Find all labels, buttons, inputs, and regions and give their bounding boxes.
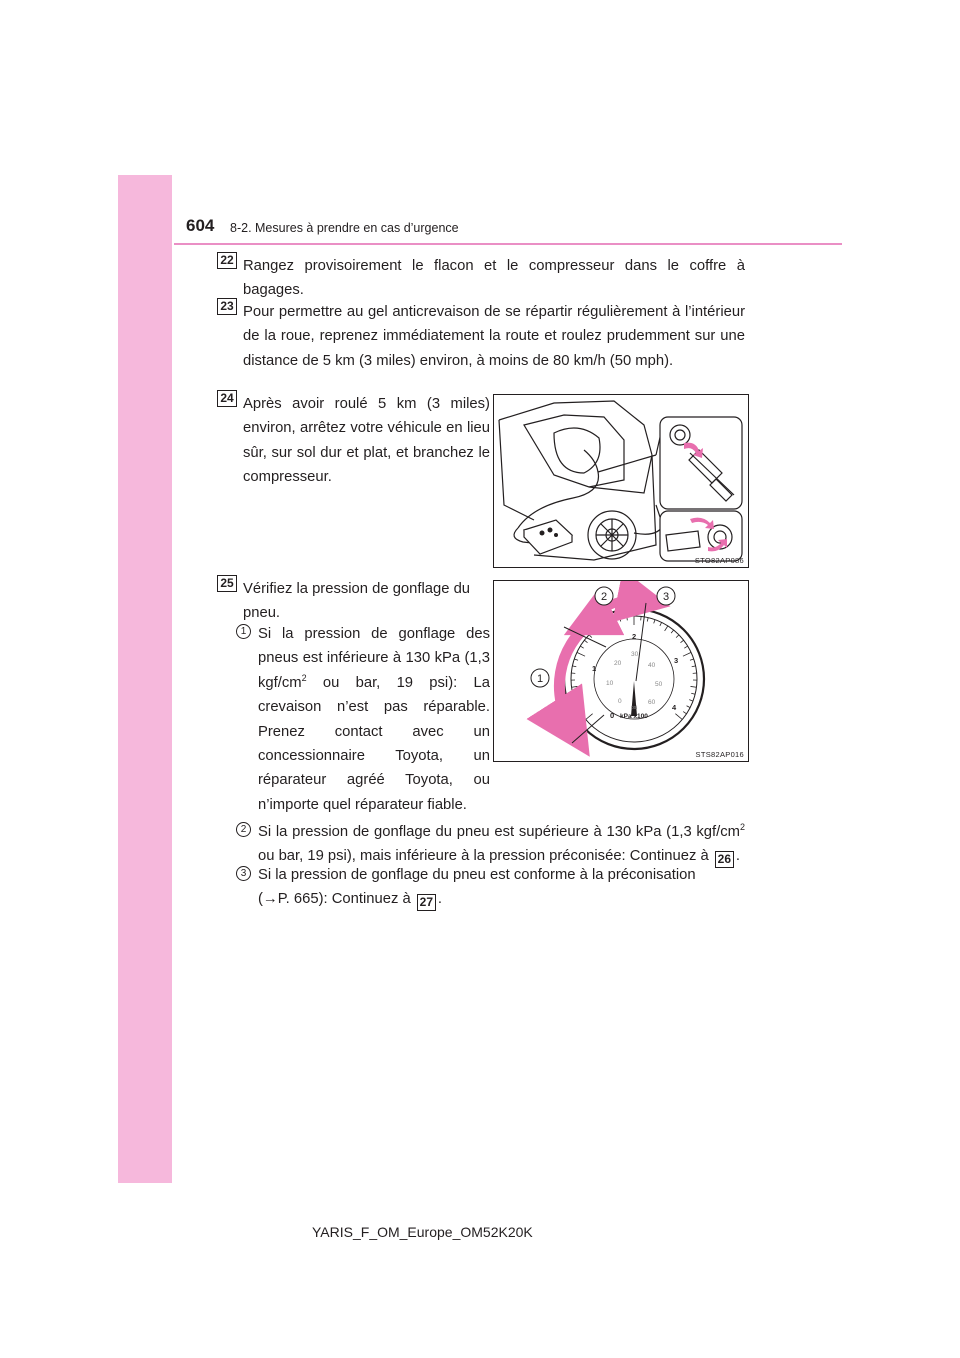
step-number-22: 22: [217, 252, 237, 269]
sub-item-number-3: 3: [236, 866, 251, 881]
sub-item-number-2: 2: [236, 822, 251, 837]
sub-item-1-text: Si la pression de gonflage des pneus est inférieure à 130 kPa (1,3 kgf/$cm^2$ ou bar, 19 psi): La crevaison n’est pas réparable. Prenez contact avec un concessionnaire Toyota, un réparateur agréé Toyota, ou n’importe quel réparateur fiable.: [258, 626, 490, 813]
car-compressor-illustration: [494, 395, 748, 567]
gauge-outer-label-4: 4: [672, 703, 677, 712]
gauge-inner-label-50: 50: [655, 681, 663, 688]
gauge-inner-label-40: 40: [648, 662, 656, 669]
gauge-unit: kPa x100: [620, 713, 648, 720]
step-number-24: 24: [217, 390, 237, 407]
step-number-25: 25: [217, 575, 237, 592]
callout-2: 2: [600, 591, 608, 603]
gauge-inner-label-20: 20: [614, 660, 622, 667]
step-24-text: Après avoir roulé 5 km (3 miles) environ, arrêtez votre véhicule en lieu sûr, sur sol dur et plat, et branchez le compresseur.: [243, 396, 490, 486]
page-number: 604: [186, 216, 215, 235]
step-25-text: Vérifiez la pression de gonflage du pneu.: [243, 581, 471, 622]
callout-1: 1: [536, 673, 544, 685]
gauge-inner-label-30: 30: [631, 651, 639, 658]
gauge-inner-label-10: 10: [606, 680, 614, 687]
pressure-gauge-illustration: [494, 581, 748, 761]
sub-item-2-text: Si la pression de gonflage du pneu est supérieure à 130 kPa (1,3 kgf/$cm^2$ ou bar, 19 psi), mais inférieure à la pression préconisée: Continuez à 26 .: [258, 822, 745, 867]
sub-item-3-text: Si la pression de gonflage du pneu est conforme à la préconisation (→P. 665): Continuez à 27 .: [258, 867, 696, 910]
callout-3: 3: [662, 591, 670, 603]
section-title: 8-2. Mesures à prendre en cas d’urgence: [230, 221, 459, 235]
step-23-text: Pour permettre au gel anticrevaison de se répartir régulièrement à l’intérieur de la roue, reprenez immédiatement la route et roulez prudemment sur une distance de 5 km (3 miles) environ, à moins de 80 km/h (50 mph).: [243, 304, 745, 369]
figure-code-car: STO82AP086: [694, 556, 744, 565]
gauge-outer-label-0: 0: [610, 711, 615, 720]
figure-car-compressor: [493, 394, 749, 568]
step-ref-27[interactable]: 27: [417, 894, 436, 911]
step-ref-26[interactable]: 26: [715, 851, 734, 868]
gauge-outer-label-1: 1: [592, 664, 597, 673]
step-22-text: Rangez provisoirement le flacon et le compresseur dans le coffre à bagages.: [243, 258, 745, 299]
figure-code-gauge: STS82AP016: [695, 750, 744, 759]
header-rule: [174, 243, 842, 245]
gauge-inner-label-60: 60: [648, 699, 656, 706]
gauge-outer-label-3: 3: [674, 656, 679, 665]
figure-pressure-gauge: [493, 580, 749, 762]
step-number-23: 23: [217, 298, 237, 315]
gauge-inner-label-0: 0: [618, 698, 622, 705]
side-tab: [118, 175, 172, 1183]
gauge-unit-inner: psi: [631, 705, 638, 711]
gauge-outer-label-2: 2: [632, 632, 637, 641]
sub-item-number-1: 1: [236, 624, 251, 639]
footer-doc-id: YARIS_F_OM_Europe_OM52K20K: [312, 1224, 533, 1240]
